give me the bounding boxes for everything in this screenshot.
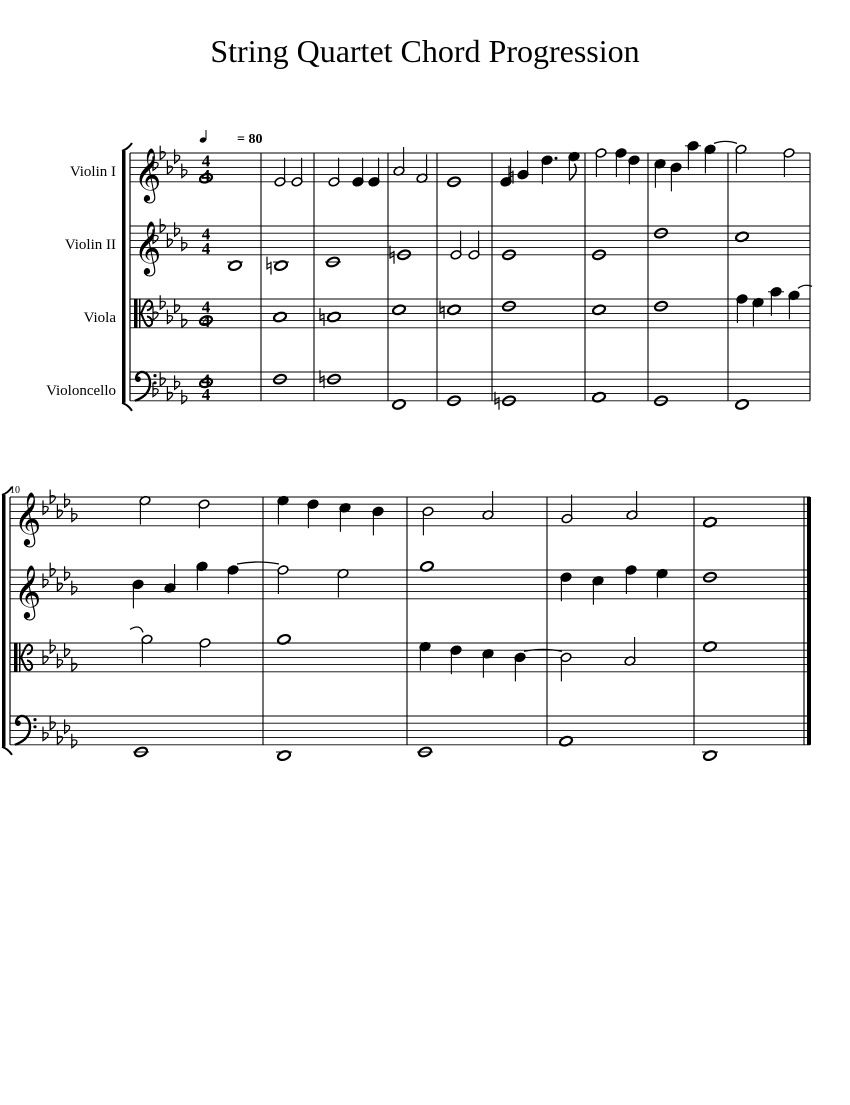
- bass-clef-dot-icon: [153, 381, 156, 384]
- system-bracket: [2, 495, 6, 747]
- whole-note: [277, 750, 291, 762]
- key-flat-icon: [43, 727, 48, 741]
- instrument-name-violoncello: Violoncello: [46, 383, 116, 399]
- whole-note: [592, 391, 606, 403]
- bass-clef-dot-icon: [15, 720, 21, 726]
- score-title: String Quartet Chord Progression: [210, 33, 640, 69]
- bass-clef-dot-icon: [33, 725, 36, 728]
- whole-note: [420, 561, 434, 573]
- whole-note: [735, 399, 749, 411]
- whole-note: [447, 304, 461, 316]
- key-flat-icon: [57, 654, 62, 668]
- treble-clef-icon: 𝄞: [134, 221, 162, 273]
- bracket-hook-top: [122, 143, 132, 151]
- whole-note: [392, 399, 406, 411]
- key-flat-icon: [50, 639, 55, 653]
- bracket-hook-bottom: [122, 403, 132, 411]
- whole-note: [703, 516, 717, 528]
- key-flat-icon: [153, 383, 158, 397]
- time-signature-top: 4: [201, 151, 211, 171]
- key-flat-icon: [182, 237, 187, 251]
- whole-note: [703, 750, 717, 762]
- bass-clef-dot-icon: [153, 374, 156, 377]
- key-flat-icon: [175, 375, 180, 389]
- whole-note: [228, 260, 242, 272]
- key-flat-icon: [65, 566, 70, 580]
- key-flat-icon: [65, 719, 70, 733]
- key-flat-icon: [65, 493, 70, 507]
- tie: [130, 627, 143, 632]
- tie: [237, 562, 279, 564]
- whole-note: [392, 304, 406, 316]
- natural-icon: [267, 257, 271, 275]
- whole-note: [273, 311, 287, 323]
- treble-clef-icon: 𝄞: [14, 565, 42, 617]
- key-flat-icon: [43, 573, 48, 587]
- treble-clef-icon: 𝄞: [134, 148, 162, 200]
- key-flat-icon: [175, 149, 180, 163]
- whole-note: [703, 641, 717, 653]
- alto-clef-bar-icon: [139, 299, 141, 328]
- time-signature-top: 4: [201, 370, 211, 390]
- natural-icon: [440, 301, 444, 319]
- whole-note: [735, 231, 749, 243]
- instrument-name-viola: Viola: [83, 310, 116, 326]
- alto-clef-bar-icon: [19, 643, 21, 672]
- key-flat-icon: [182, 390, 187, 404]
- whole-note: [277, 634, 291, 646]
- time-signature-bottom: 4: [201, 238, 211, 258]
- whole-note: [327, 311, 341, 323]
- key-flat-icon: [72, 581, 77, 595]
- natural-icon: [320, 308, 324, 326]
- bracket-hook-bottom: [2, 747, 12, 755]
- note-dot: [555, 157, 558, 160]
- alto-clef-icon: [134, 299, 138, 328]
- treble-clef-icon: 𝄞: [14, 492, 42, 544]
- alto-clef-icon: [14, 643, 18, 672]
- time-signature-bottom: 4: [201, 165, 211, 185]
- final-barline-thick: [807, 497, 811, 745]
- music-notation: [2, 130, 812, 761]
- instrument-name-violin-1: Violin I: [69, 164, 116, 180]
- key-flat-icon: [182, 164, 187, 178]
- key-flat-icon: [160, 295, 165, 309]
- bass-clef-dot-icon: [33, 718, 36, 721]
- tempo-text: = 80: [237, 132, 263, 147]
- whole-note: [559, 735, 573, 747]
- time-signature-bottom: 4: [201, 384, 211, 404]
- key-flat-icon: [43, 500, 48, 514]
- eighth-flag-icon: [569, 164, 576, 181]
- bass-clef-dot-icon: [135, 376, 141, 382]
- key-flat-icon: [175, 222, 180, 236]
- whole-note: [592, 304, 606, 316]
- time-signature-top: 4: [201, 224, 211, 244]
- system-bracket: [122, 151, 126, 403]
- measure-number-system-2: 10: [10, 485, 20, 496]
- key-flat-icon: [72, 508, 77, 522]
- time-signature-bottom: 4: [201, 311, 211, 331]
- tie: [714, 141, 737, 143]
- key-flat-icon: [167, 310, 172, 324]
- whole-note: [274, 260, 288, 272]
- instrument-name-violin-2: Violin II: [64, 237, 116, 253]
- key-flat-icon: [72, 734, 77, 748]
- time-signature-top: 4: [201, 297, 211, 317]
